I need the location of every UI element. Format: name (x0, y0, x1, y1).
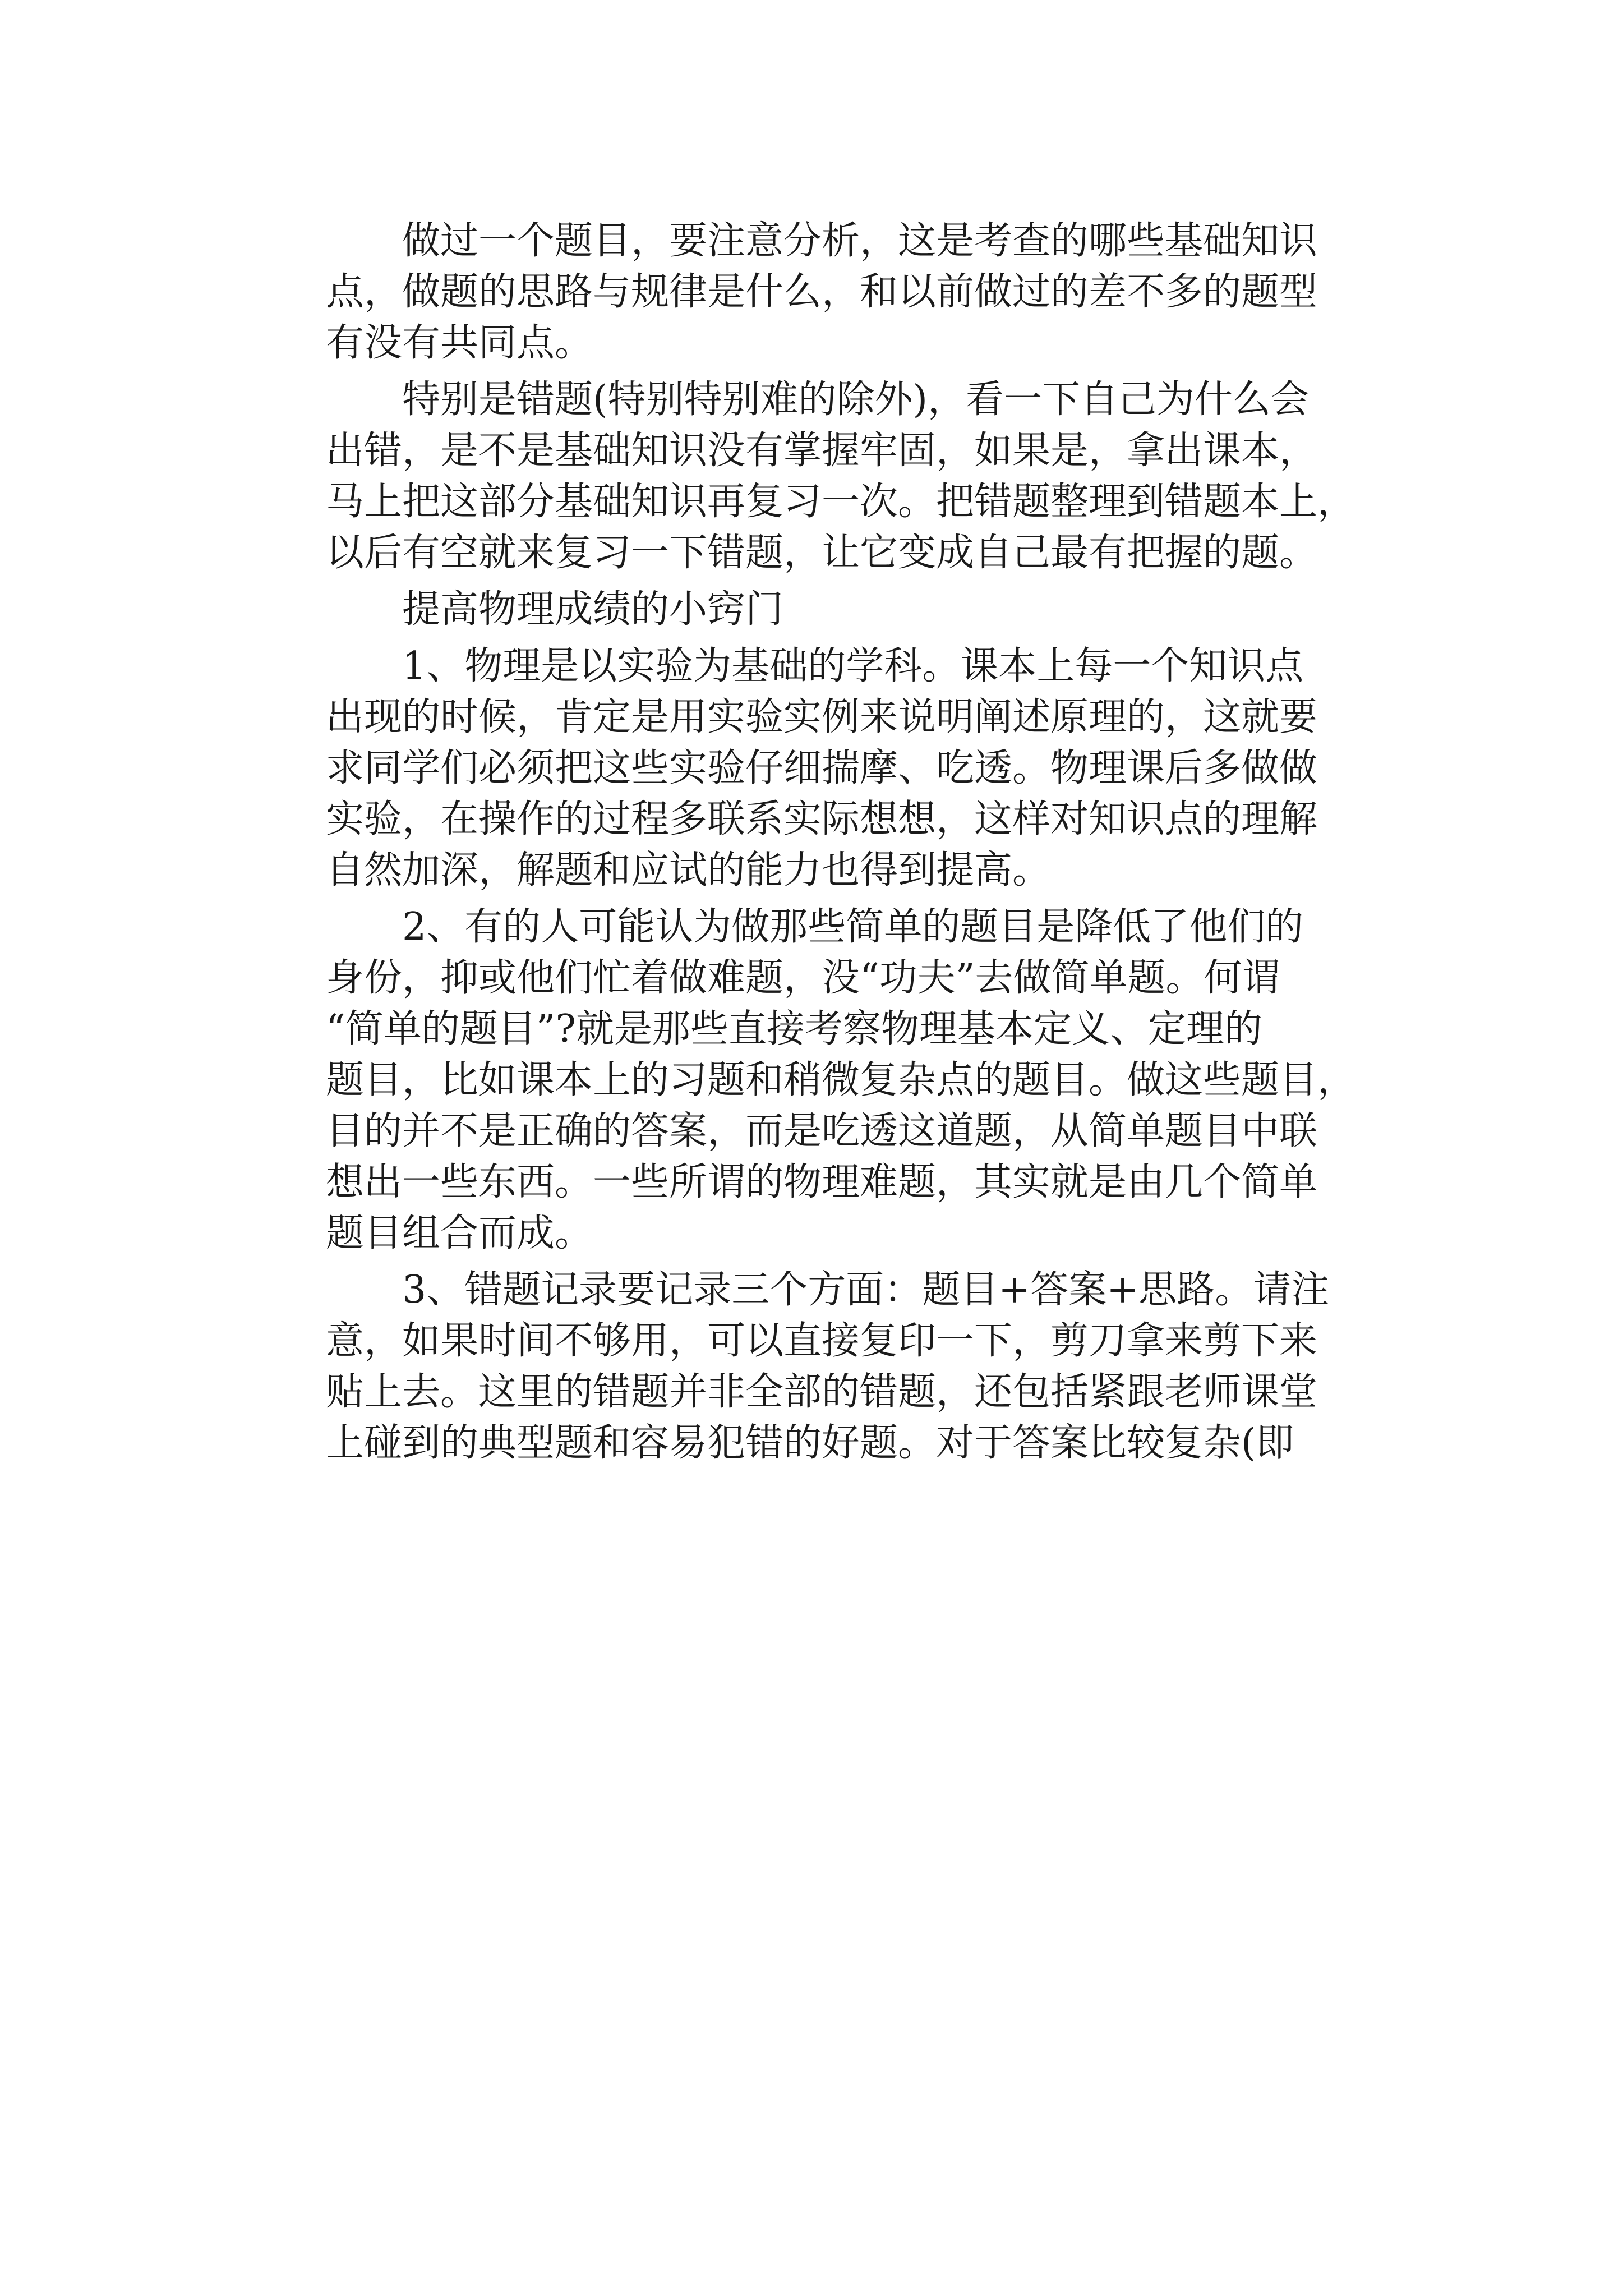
text-line: 以后有空就来复习一下错题，让它变成自己最有把握的题。 (326, 531, 1318, 575)
text-line: 有没有共同点。 (326, 321, 593, 365)
text-line: 想出一些东西。一些所谓的物理难题，其实就是由几个简单 (326, 1160, 1318, 1204)
text-line: 目的并不是正确的答案，而是吃透这道题，从简单题目中联 (326, 1109, 1318, 1153)
text-line: 3、错题记录要记录三个方面：题目+答案+思路。请注 (402, 1268, 1330, 1312)
text-line: 题目，比如课本上的习题和稍微复杂点的题目。做这些题目， (326, 1058, 1356, 1102)
text-line: 特别是错题(特别特别难的除外)，看一下自己为什么会 (402, 378, 1310, 422)
text-line: 实验，在操作的过程多联系实际想想，这样对知识点的理解 (326, 797, 1318, 841)
text-line: 2、有的人可能认为做那些简单的题目是降低了他们的 (402, 905, 1304, 949)
text-line: 上碰到的典型题和容易犯错的好题。对于答案比较复杂(即 (326, 1421, 1294, 1465)
paragraph-tip-1 (250, 641, 1394, 896)
paragraph-analysis (250, 215, 1394, 369)
text-line: 身份，抑或他们忙着做难题，没“功夫”去做简单题。何谓 (326, 956, 1280, 1000)
heading-text: 提高物理成绩的小窍门 (402, 587, 784, 632)
text-line: 求同学们必须把这些实验仔细揣摩、吃透。物理课后多做做 (326, 746, 1318, 790)
paragraph-wrong-questions (250, 374, 1394, 578)
section-heading (250, 584, 1394, 635)
text-line: 自然加深，解题和应试的能力也得到提高。 (326, 848, 1051, 892)
text-line: 出错，是不是基础知识没有掌握牢固，如果是，拿出课本， (326, 429, 1318, 473)
text-line: 出现的时候，肯定是用实验实例来说明阐述原理的，这就要 (326, 695, 1318, 739)
text-line: 做过一个题目，要注意分析，这是考查的哪些基础知识 (402, 219, 1318, 263)
document-body (250, 215, 1394, 1469)
text-line: 题目组合而成。 (326, 1211, 593, 1255)
text-line: 马上把这部分基础知识再复习一次。把错题整理到错题本上， (326, 480, 1356, 524)
text-line: 点，做题的思路与规律是什么，和以前做过的差不多的题型 (326, 270, 1318, 314)
text-line: “简单的题目”?就是那些直接考察物理基本定义、定理的 (326, 1007, 1262, 1051)
text-line: 意，如果时间不够用，可以直接复印一下，剪刀拿来剪下来 (326, 1319, 1318, 1363)
text-line: 1、物理是以实验为基础的学科。课本上每一个知识点 (402, 644, 1304, 688)
text-line: 贴上去。这里的错题并非全部的错题，还包括紧跟老师课堂 (326, 1370, 1318, 1414)
paragraph-tip-2 (250, 901, 1394, 1259)
paragraph-tip-3 (250, 1264, 1394, 1469)
